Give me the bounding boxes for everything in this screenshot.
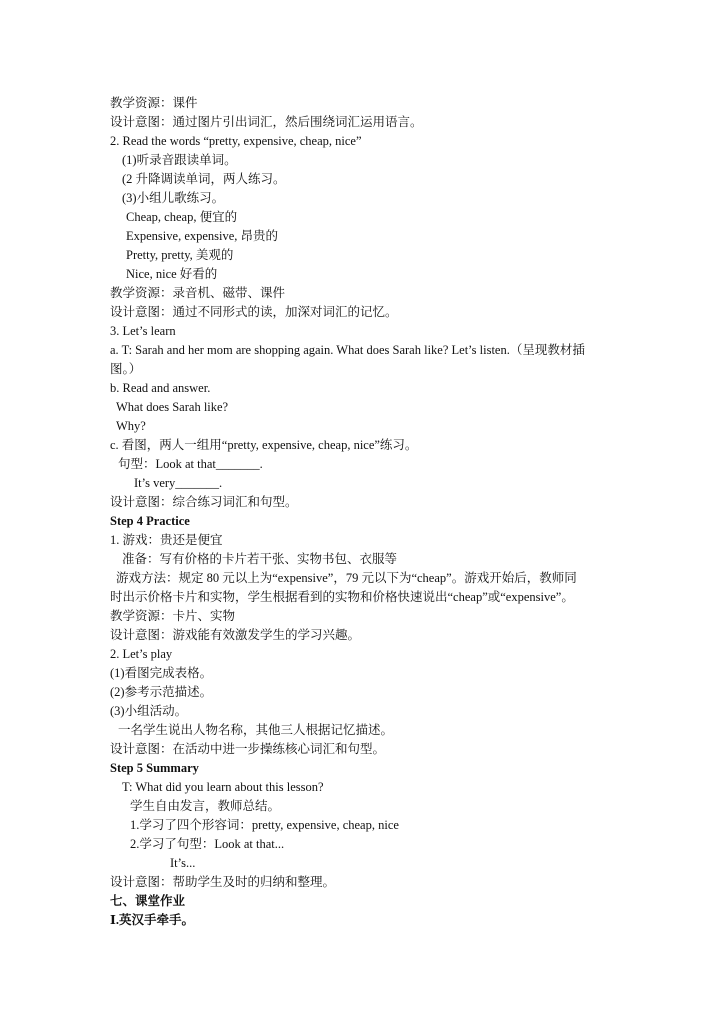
- chant-line: Pretty, pretty, 美观的: [126, 248, 234, 262]
- paragraph-line: 准备：写有价格的卡片若干张、实物书包、衣服等: [122, 552, 398, 566]
- paragraph-line: a. T: Sarah and her mom are shopping again. What does Sarah like? Let’s listen.（呈现教材插: [110, 343, 585, 357]
- chant-line: Expensive, expensive, 昂贵的: [126, 229, 279, 243]
- design-intent-line: 设计意图：通过图片引出词汇，然后围绕词汇运用语言。: [110, 115, 423, 129]
- chant-line: Nice, nice 好看的: [126, 267, 218, 281]
- paragraph-line: 学生自由发言，教师总结。: [130, 799, 281, 813]
- paragraph-line: 游戏方法：规定 80 元以上为“expensive”，79 元以下为“cheap”。游戏开始后，教师同: [116, 571, 577, 585]
- paragraph-line: 时出示价格卡片和实物，学生根据看到的实物和价格快速说出“cheap”或“expensive”。: [110, 590, 574, 604]
- step-heading: Step 4 Practice: [110, 514, 190, 528]
- teaching-resources-line: 教学资源：录音机、磁带、课件: [110, 286, 286, 300]
- design-intent-line: 设计意图：在活动中进一步操练核心词汇和句型。: [110, 742, 386, 756]
- paragraph-line: 1. 游戏：贵还是便宜: [110, 533, 223, 547]
- section-heading: 2. Read the words “pretty, expensive, cheap, nice”: [110, 134, 362, 148]
- paragraph-line: c. 看图，两人一组用“pretty, expensive, cheap, nice”练习。: [110, 438, 418, 452]
- step-item: (3)小组活动。: [110, 704, 188, 718]
- question-line: Why?: [116, 419, 146, 433]
- section-heading: 2. Let’s play: [110, 647, 173, 661]
- teaching-resources-line: 教学资源：卡片、实物: [110, 609, 236, 623]
- chant-line: Cheap, cheap, 便宜的: [126, 210, 238, 224]
- section-heading: 七、课堂作业: [110, 894, 186, 908]
- teaching-resources-line: 教学资源：课件: [110, 96, 198, 110]
- exercise-heading: Ⅰ.英汉手牵手。: [110, 913, 194, 927]
- design-intent-line: 设计意图：游戏能有效激发学生的学习兴趣。: [110, 628, 361, 642]
- design-intent-line: 设计意图：帮助学生及时的归纳和整理。: [110, 875, 336, 889]
- summary-item: 2.学习了句型：Look at that...: [130, 837, 285, 851]
- section-heading: 3. Let’s learn: [110, 324, 176, 338]
- paragraph-line: T: What did you learn about this lesson?: [122, 780, 324, 794]
- step-item: (1)听录音跟读单词。: [122, 153, 237, 167]
- question-line: What does Sarah like?: [116, 400, 229, 414]
- paragraph-line: 一名学生说出人物名称，其他三人根据记忆描述。: [118, 723, 394, 737]
- summary-item: 1.学习了四个形容词：pretty, expensive, cheap, nice: [130, 818, 399, 832]
- step-item: (2)参考示范描述。: [110, 685, 213, 699]
- design-intent-line: 设计意图：综合练习词汇和句型。: [110, 495, 298, 509]
- step-item: (2 升降调读单词，两人练习。: [122, 172, 286, 186]
- step-heading: Step 5 Summary: [110, 761, 199, 775]
- sentence-pattern-line: It’s very_______.: [134, 476, 223, 490]
- paragraph-line: 图。）: [110, 362, 142, 376]
- sentence-pattern-line: 句型：Look at that_______.: [118, 457, 263, 471]
- design-intent-line: 设计意图：通过不同形式的读，加深对词汇的记忆。: [110, 305, 398, 319]
- step-item: (1)看图完成表格。: [110, 666, 213, 680]
- step-item: (3)小组儿歌练习。: [122, 191, 225, 205]
- summary-item: It’s...: [170, 856, 196, 870]
- paragraph-line: b. Read and answer.: [110, 381, 211, 395]
